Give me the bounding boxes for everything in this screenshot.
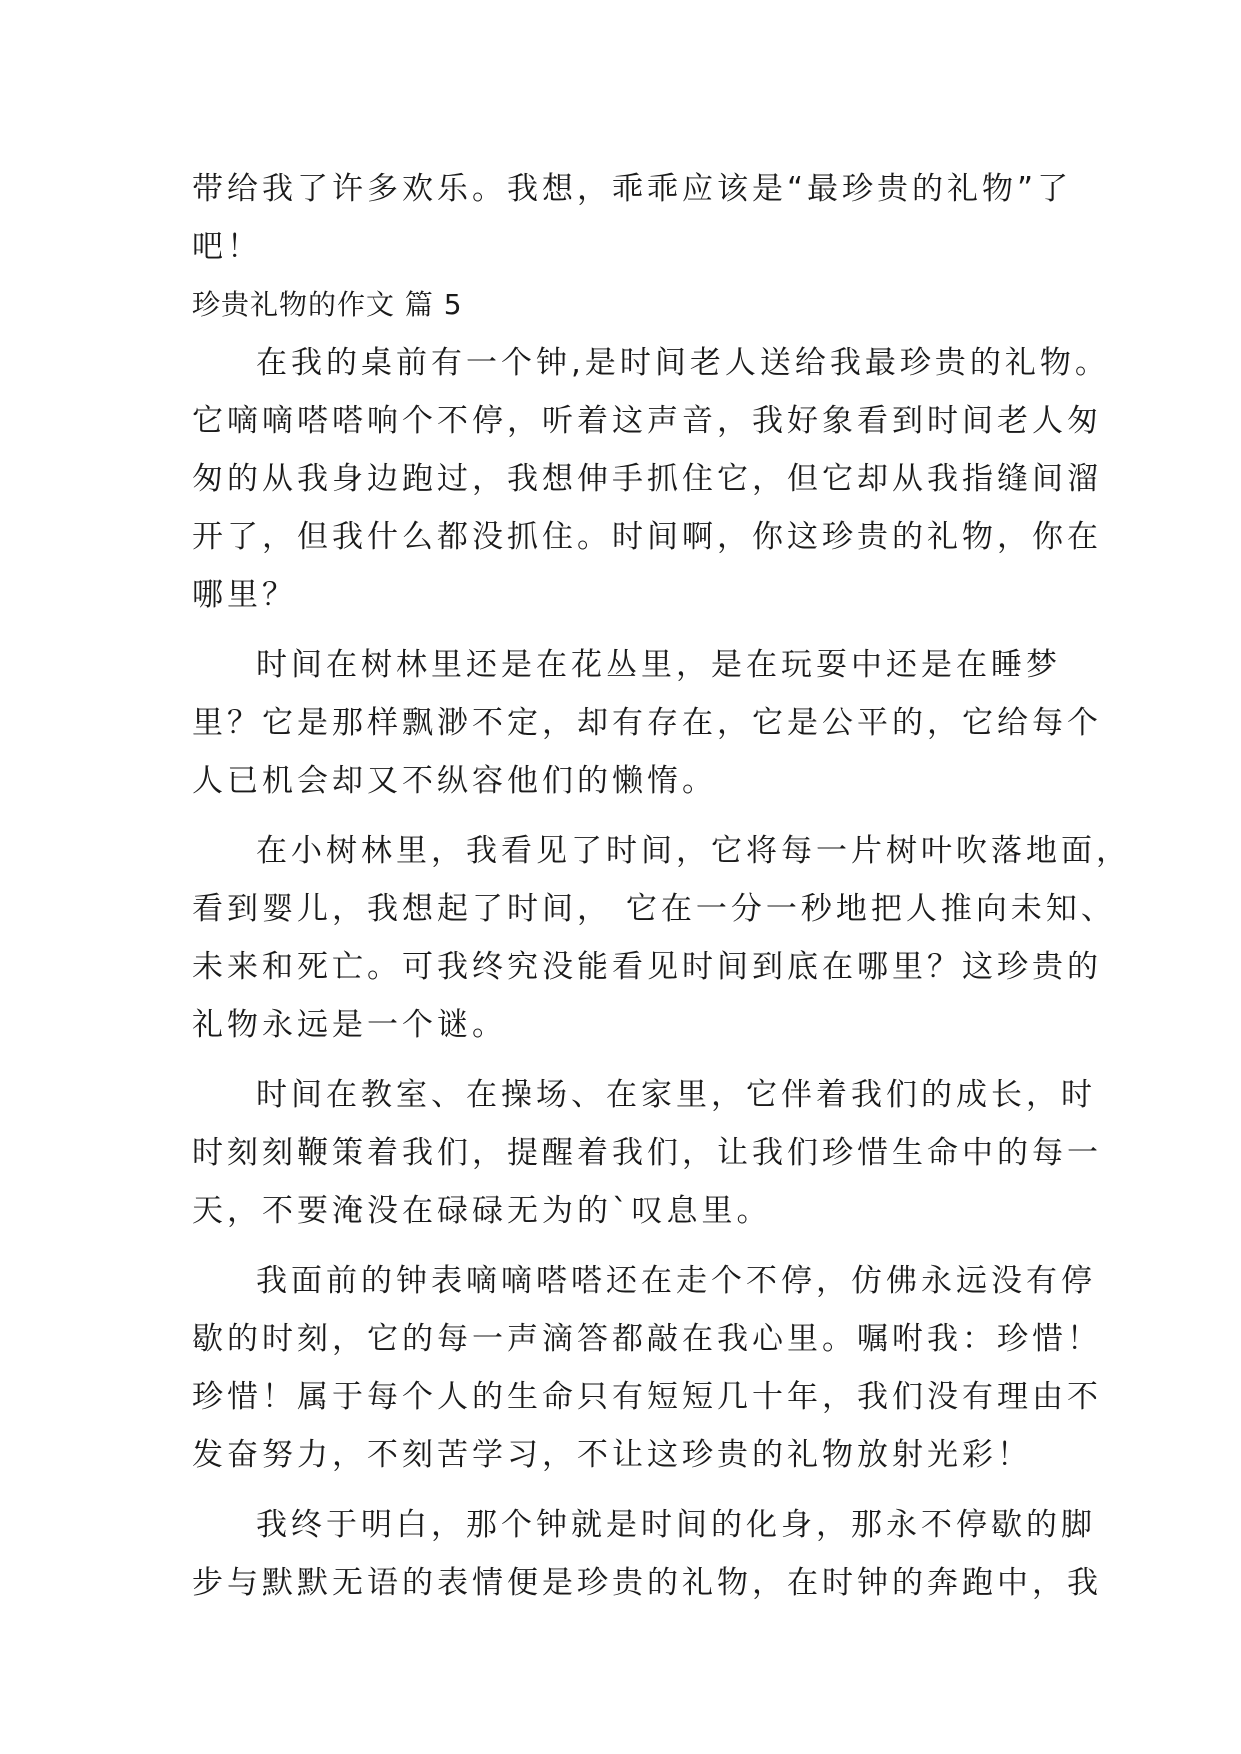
text-line: 珍惜！属于每个人的生命只有短短几十年，我们没有理由不	[192, 1379, 1102, 1415]
paragraph-3	[192, 822, 1131, 1054]
text-line: 人已机会却又不纵容他们的懒惰。	[192, 763, 717, 799]
paragraph-5	[192, 1252, 1102, 1484]
text-line: 发奋努力，不刻苦学习，不让这珍贵的礼物放射光彩！	[192, 1437, 1032, 1473]
text-line: 礼物永远是一个谜。	[192, 1007, 507, 1043]
text-line: 步与默默无语的表情便是珍贵的礼物，在时钟的奔跑中，我	[192, 1565, 1102, 1601]
text-line: 里？它是那样飘渺不定，却有存在，它是公平的，它给每个	[192, 705, 1102, 741]
text-line: 它嘀嘀嗒嗒响个不停，听着这声音，我好象看到时间老人匆	[192, 403, 1102, 439]
paragraph-1	[192, 334, 1110, 624]
paragraph-2	[192, 636, 1102, 810]
paragraph-6	[192, 1496, 1102, 1612]
text-line: 看到婴儿，我想起了时间， 它在一分一秒地把人推向未知、	[192, 891, 1116, 927]
text-line: 时间在教室、在操场、在家里，它伴着我们的成长，时	[256, 1077, 1096, 1113]
text-line: 吧！	[192, 229, 262, 265]
text-line: 在小树林里，我看见了时间，它将每一片树叶吹落地面，	[256, 833, 1131, 869]
section-title: 珍贵礼物的作文 篇 5	[192, 288, 463, 321]
text-line: 哪里？	[192, 577, 297, 613]
text-line: 时间在树林里还是在花丛里，是在玩耍中还是在睡梦	[256, 647, 1061, 683]
text-line: 匆的从我身边跑过，我想伸手抓住它，但它却从我指缝间溜	[192, 461, 1102, 497]
text-line: 时刻刻鞭策着我们，提醒着我们，让我们珍惜生命中的每一	[192, 1135, 1102, 1171]
text-line: 在我的桌前有一个钟,是时间老人送给我最珍贵的礼物。	[256, 345, 1110, 381]
text-line: 带给我了许多欢乐。我想，乖乖应该是“最珍贵的礼物”了	[192, 171, 1073, 207]
document-page	[192, 160, 1131, 1612]
text-line: 我终于明白，那个钟就是时间的化身，那永不停歇的脚	[256, 1507, 1096, 1543]
paragraph-4	[192, 1066, 1102, 1240]
text-line: 开了，但我什么都没抓住。时间啊，你这珍贵的礼物，你在	[192, 519, 1102, 555]
intro-paragraph	[192, 160, 1073, 276]
text-line: 歇的时刻，它的每一声滴答都敲在我心里。嘱咐我：珍惜！	[192, 1321, 1102, 1357]
text-line: 天，不要淹没在碌碌无为的`叹息里。	[192, 1193, 772, 1229]
text-line: 我面前的钟表嘀嘀嗒嗒还在走个不停，仿佛永远没有停	[256, 1263, 1096, 1299]
text-line: 未来和死亡。可我终究没能看见时间到底在哪里？这珍贵的	[192, 949, 1102, 985]
